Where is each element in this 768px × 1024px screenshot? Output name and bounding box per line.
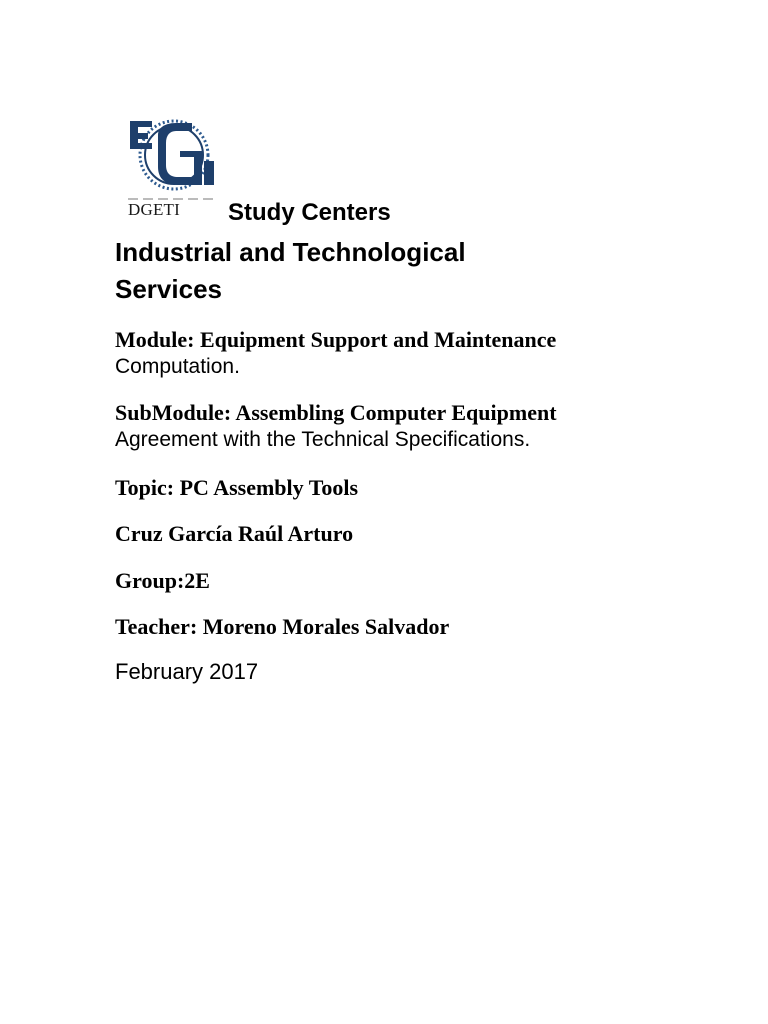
- topic-line: Topic: PC Assembly Tools: [115, 475, 359, 500]
- heading-line-1: Study Centers: [228, 199, 391, 226]
- submodule-continuation: Agreement with the Technical Specifications.: [115, 428, 531, 451]
- heading-line-2: Industrial and Technological: [115, 237, 466, 267]
- teacher-line: Teacher: Moreno Morales Salvador: [115, 614, 450, 639]
- module-continuation: Computation.: [115, 355, 240, 378]
- submodule-label: SubModule: Assembling Computer Equipment: [115, 400, 557, 425]
- heading-line-3: Services: [115, 274, 222, 304]
- date-line: February 2017: [115, 659, 259, 684]
- student-name: Cruz García Raúl Arturo: [115, 521, 354, 546]
- module-label: Module: Equipment Support and Maintenance: [115, 327, 557, 352]
- group-line: Group:2E: [115, 568, 210, 593]
- logo-caption: DGETI: [128, 200, 180, 219]
- dgeti-emblem-icon: [122, 113, 222, 203]
